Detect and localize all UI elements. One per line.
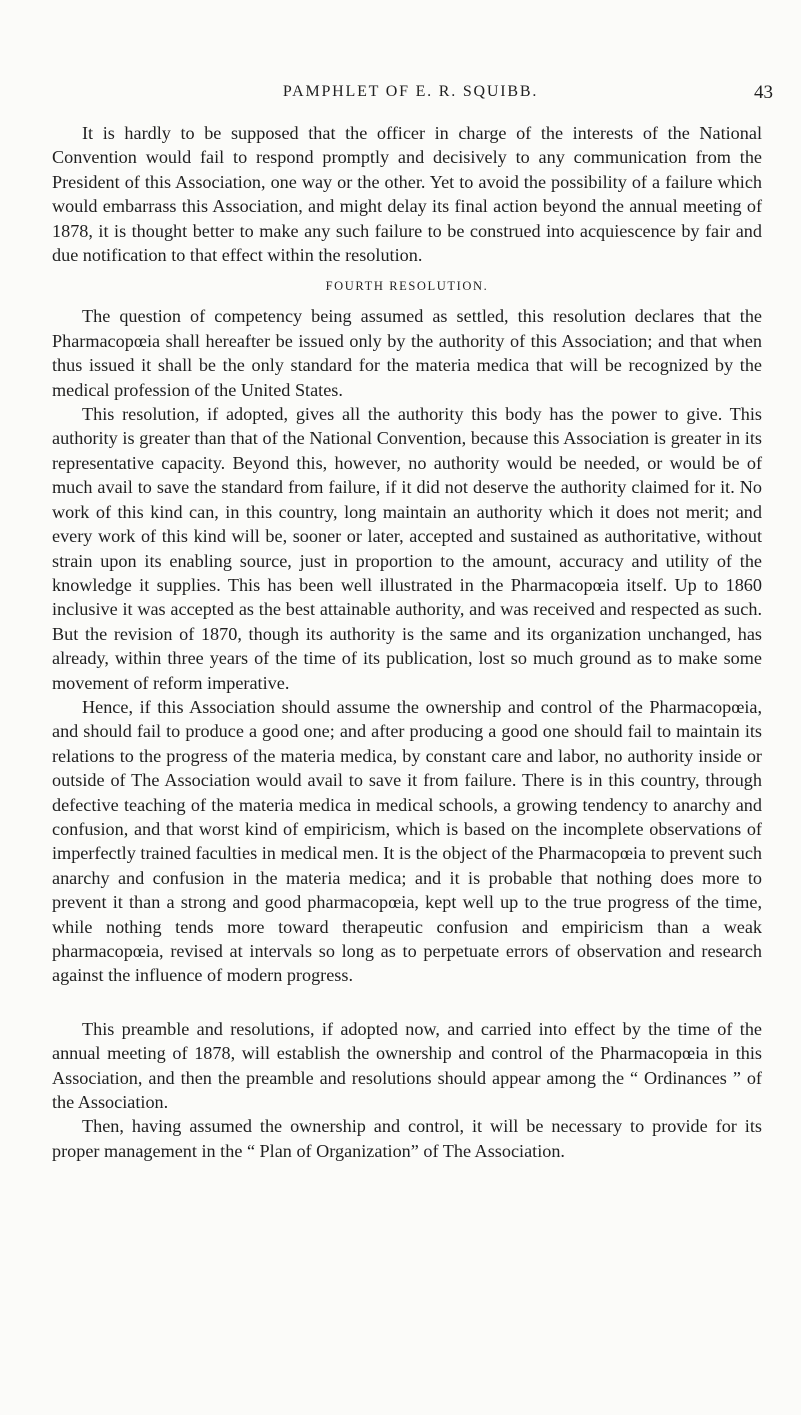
paragraph-5: This preamble and resolutions, if adopted now, and carried into effect by the time of the annual meeting of 1878, will establish the ownership and control of the Pharmacopœia in this Association, and then the preamble and resolutions should appear among the “ Ordinances ” of the Association.: [52, 1018, 762, 1113]
paragraph-4: Hence, if this Association should assume the ownership and control of the Pharmacopœia, and should fail to produce a good one; and after producing a good one should fail to maintain its relations to the progress of the materia medica, by constant care and labor, no authority inside or outside of The Association would avail to save it from failure. There is in this country, through defective teaching of the materia medica in medical schools, a growing tendency to anarchy and confusion, and that worst kind of empiricism, which is based on the incomplete observations of imperfectly trained faculties in medical men. It is the object of the Pharmacopœia to prevent such anarchy and confusion in the materia medica; and it is probable that nothing does more to prevent it than a strong and good pharmacopœia, kept well up to the true progress of the time, while nothing tends more toward therapeutic confusion and empiricism than a weak pharmacopœia, revised at intervals so long as to perpetuate errors of observation and research against the influence of modern progress.: [52, 696, 762, 986]
paragraph-2: The question of competency being assumed as settled, this resolution declares that the Pharmacopœia shall hereafter be issued only by the authority of this Association; and that when thus issued it shall be the only standard for the materia medica that will be recognized by the medical profession of the United States.: [52, 306, 762, 400]
page-header: [48, 83, 773, 107]
page-number: 43: [754, 82, 773, 103]
paragraph-6: Then, having assumed the ownership and control, it will be necessary to provide for its proper management in the “ Plan of Organization” of The Association.: [52, 1116, 762, 1161]
paragraph-3: This resolution, if adopted, gives all the authority this body has the power to give. This authority is greater than that of the National Convention, because this Association is greater in its representative capacity. Beyond this, however, no authority would be needed, or would be of much avail to save the standard from failure, if it did not deserve the authority claimed for it. No work of this kind can, in this country, long maintain an authority which it does not merit; and every work of this kind will be, sooner or later, accepted and sustained as authoritative, without strain upon its enabling source, just in proportion to the amount, accuracy and utility of the knowledge it supplies. This has been well illustrated in the Pharmacopœia itself. Up to 1860 inclusive it was accepted as the best attainable authority, and was received and respected as such. But the revision of 1870, though its authority is the same and its organization unchanged, has already, within three years of the time of its publication, lost so much ground as to make some movement of reform imperative.: [52, 404, 762, 693]
paragraph-gap: [52, 988, 762, 1017]
running-head: PAMPHLET OF E. R. SQUIBB.: [282, 83, 539, 100]
section-heading: FOURTH RESOLUTION.: [325, 279, 489, 294]
body-text: [52, 121, 762, 1163]
paragraph-1: It is hardly to be supposed that the officer in charge of the interests of the National Convention would fail to respond promptly and decisively to any communication from the President of this Association, one way or the other. Yet to avoid the possibility of a failure which would embarrass this Association, and might delay its final action beyond the annual meeting of 1878, it is thought better to make any such failure to be construed into acquiescence by fair and due notification to that effect within the resolution.: [52, 123, 762, 266]
